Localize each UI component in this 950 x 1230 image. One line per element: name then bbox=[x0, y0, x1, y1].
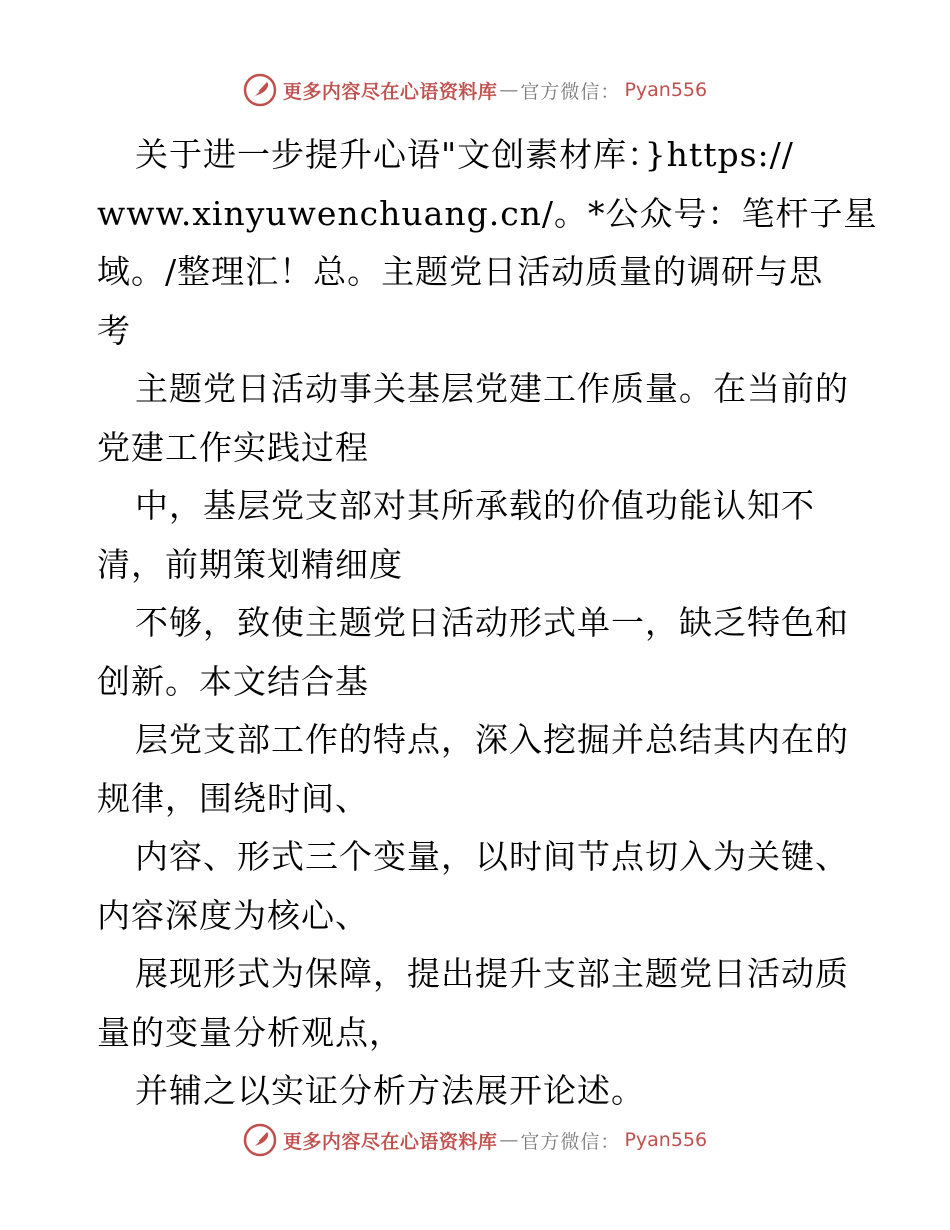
text-line: 主题党日活动事关基层党建工作质量。在当前的 bbox=[135, 369, 849, 408]
text-line: 量的变量分析观点， bbox=[97, 1012, 403, 1052]
feather-pen-circle-icon bbox=[243, 73, 277, 107]
header-watermark bbox=[0, 70, 950, 110]
watermark-dash: — bbox=[499, 79, 519, 101]
watermark-dash: — bbox=[499, 1129, 519, 1151]
watermark-wechat-id: Pyan556 bbox=[624, 1129, 708, 1151]
watermark-sub-text: 官方微信： bbox=[520, 80, 621, 103]
footer-watermark bbox=[0, 1120, 950, 1160]
text-line: 展现形式为保障，提出提升支部主题党日活动质 bbox=[135, 954, 849, 993]
text-line: 创新。本文结合基 bbox=[97, 661, 369, 701]
text-line: 中，基层党支部对其所承载的价值功能认知不 bbox=[135, 486, 815, 525]
text-line: 层党支部工作的特点，深入挖掘并总结其内在的 bbox=[135, 720, 849, 759]
text-line: 内容深度为核心、 bbox=[97, 895, 369, 935]
text-line: 党建工作实践过程 bbox=[97, 427, 369, 467]
watermark-sub-text: 官方微信： bbox=[520, 1130, 621, 1153]
text-line: 并辅之以实证分析方法展开论述。 bbox=[135, 1071, 645, 1110]
text-line: 考 bbox=[97, 310, 131, 350]
text-line: 不够，致使主题党日活动形式单一，缺乏特色和 bbox=[135, 603, 849, 642]
document-body bbox=[97, 126, 878, 1121]
feather-pen-circle-icon bbox=[243, 1123, 277, 1157]
watermark-main-text: 更多内容尽在心语资料库 bbox=[282, 80, 498, 103]
watermark-main-text: 更多内容尽在心语资料库 bbox=[282, 1130, 498, 1153]
text-line: 清，前期策划精细度 bbox=[97, 544, 403, 584]
text-line: 关于进一步提升心语"文创素材库：}https:// bbox=[135, 135, 794, 174]
text-line: 域。/整理汇！总。主题党日活动质量的调研与思 bbox=[97, 252, 824, 291]
watermark-wechat-id: Pyan556 bbox=[624, 79, 708, 101]
text-line: 规律，围绕时间、 bbox=[97, 778, 369, 818]
text-line: www.xinyuwenchuang.cn/。*公众号：笔杆子星 bbox=[97, 193, 878, 233]
text-line: 内容、形式三个变量，以时间节点切入为关键、 bbox=[135, 837, 849, 876]
